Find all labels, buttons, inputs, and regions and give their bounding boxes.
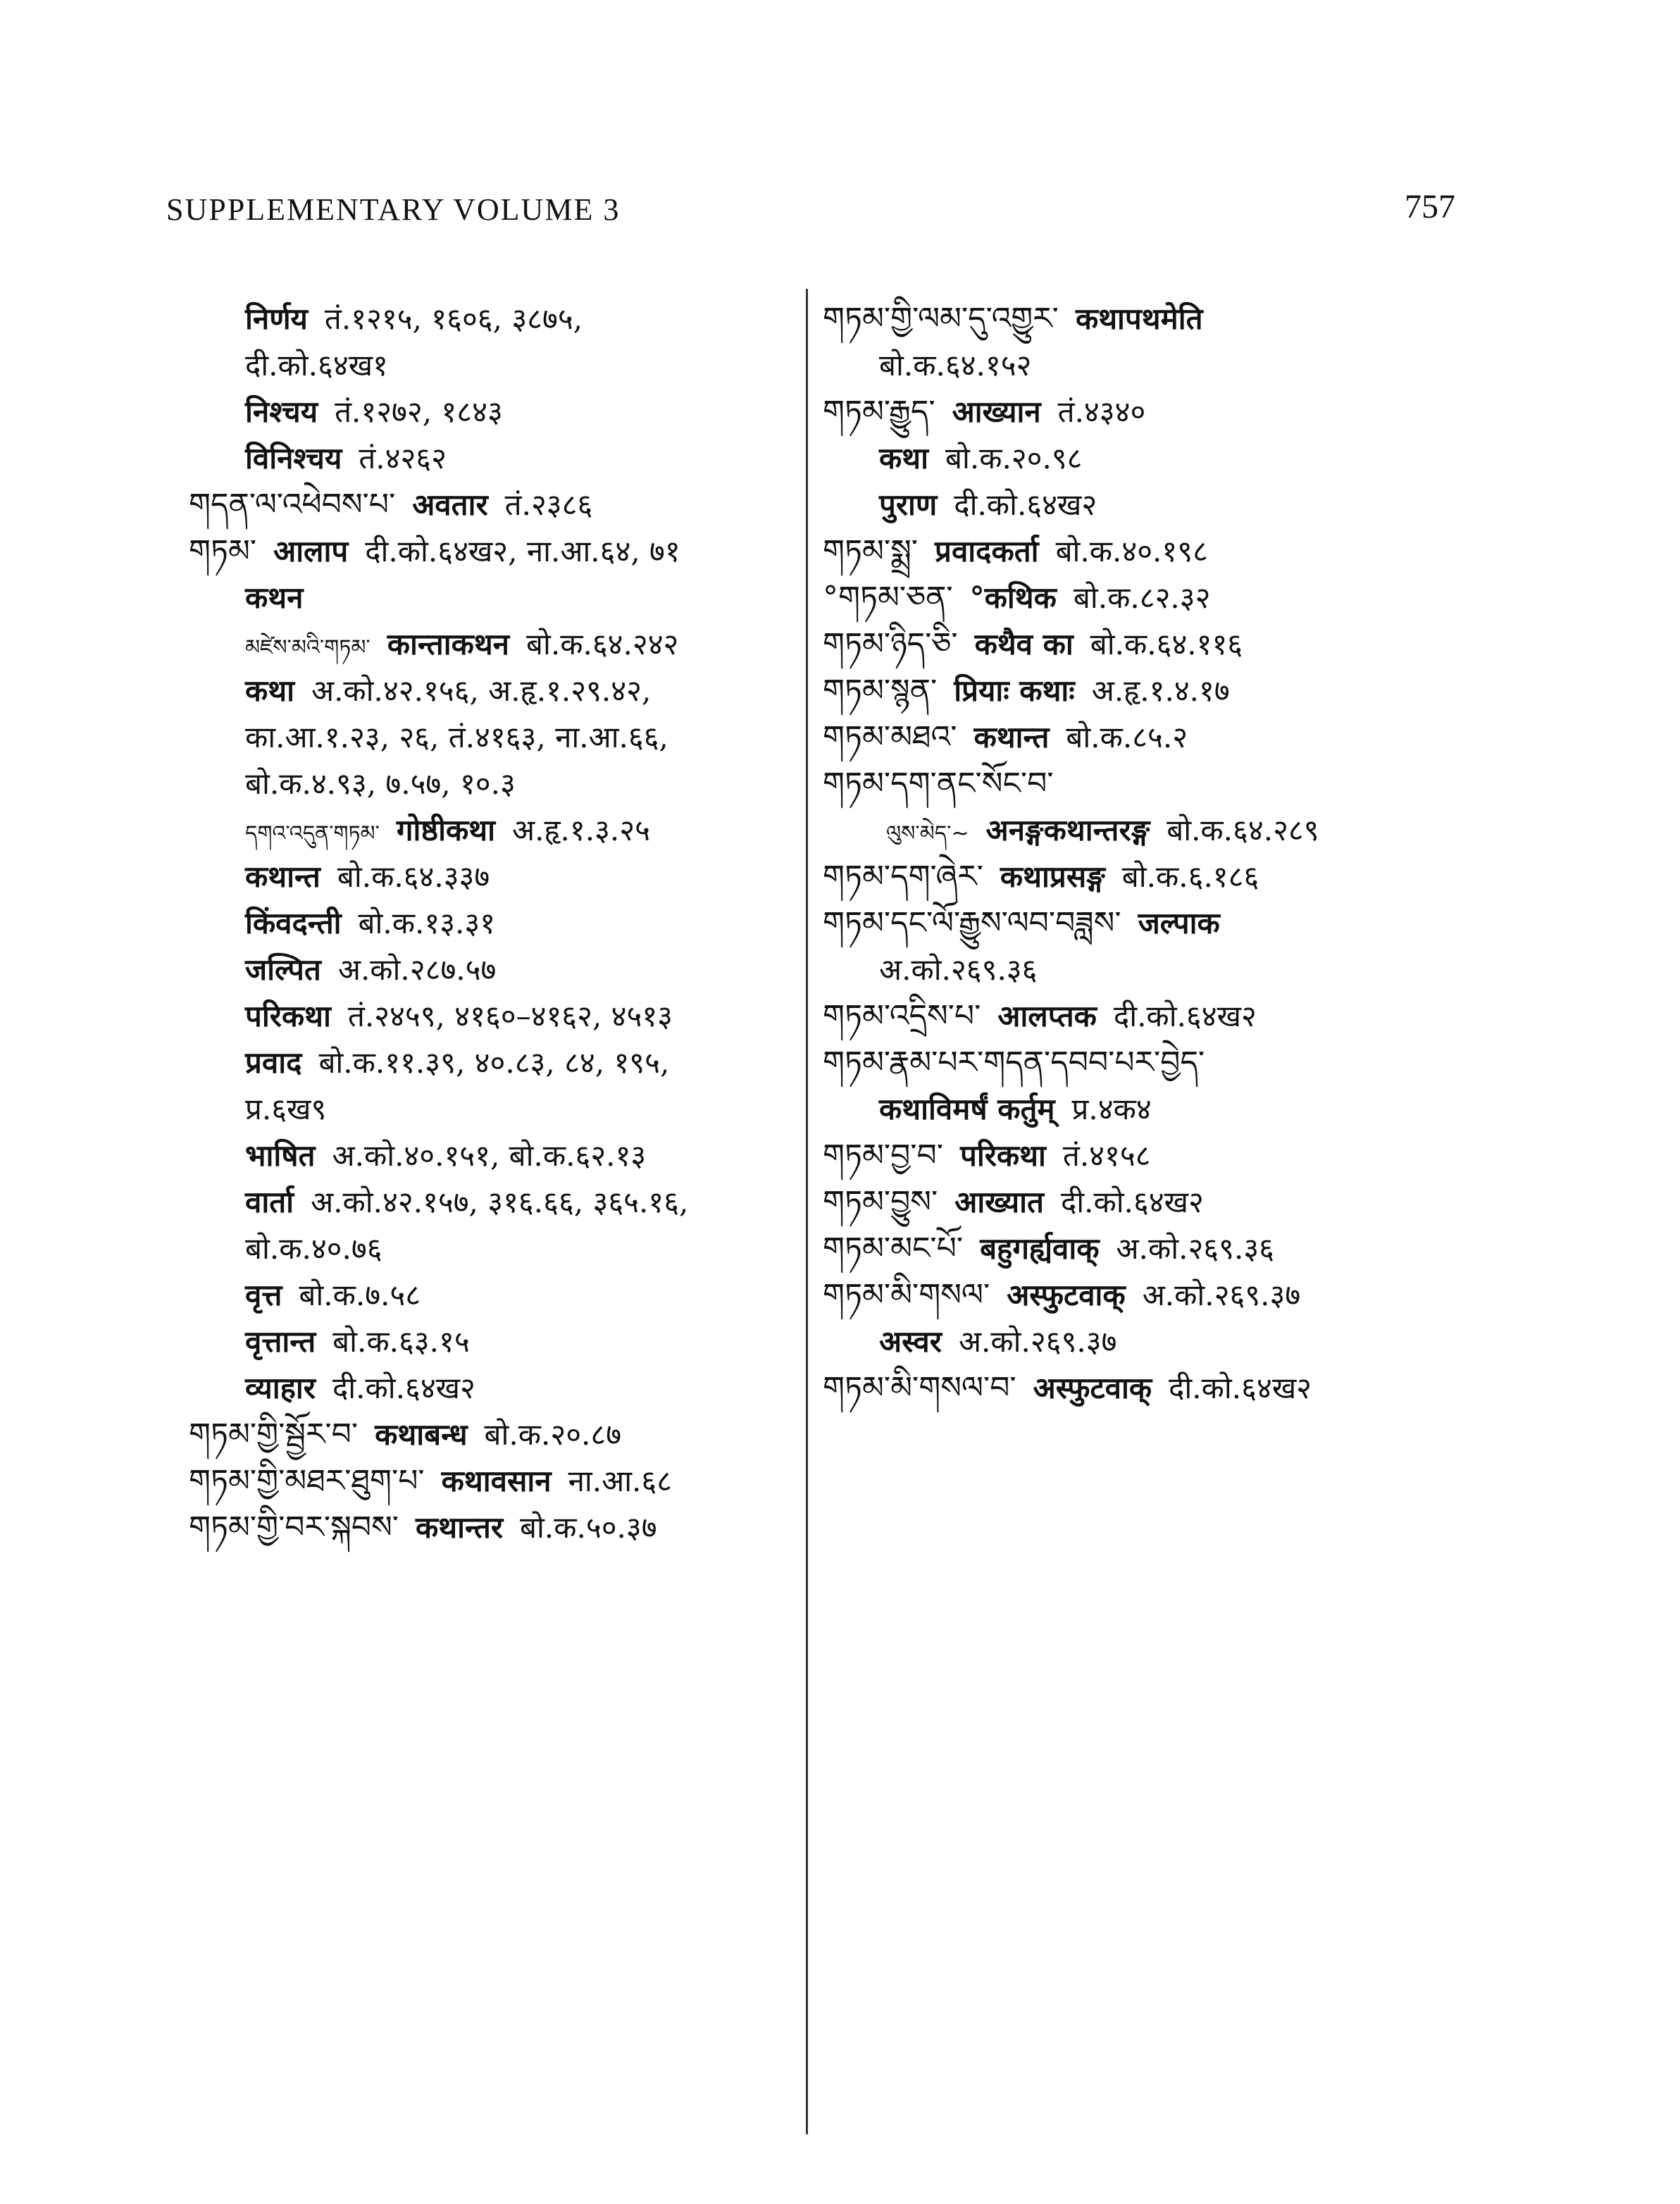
- dictionary-entry: [823, 575, 1443, 621]
- source-reference: दी.को.६४ख१: [245, 348, 388, 382]
- source-reference: तं.२३८६: [504, 487, 593, 522]
- sanskrit-equivalent: प्रवादकर्ता: [935, 534, 1039, 568]
- source-reference: बो.क.६४.११६: [1090, 627, 1243, 661]
- source-reference: बो.क.४.९३, ७.५७, १०.३: [245, 766, 516, 801]
- source-reference: बो.क.४०.१९८: [1055, 534, 1208, 568]
- left-column: [189, 296, 795, 1551]
- tibetan-headword: གཏམ་བྱུས་: [823, 1184, 938, 1220]
- dictionary-entry: [823, 296, 1443, 342]
- sanskrit-equivalent: कथाप्रसङ्ग: [1000, 859, 1105, 894]
- sanskrit-equivalent: °कथिक: [969, 580, 1057, 615]
- sanskrit-equivalent: कथा: [245, 673, 294, 708]
- sanskrit-equivalent: अवतार: [412, 487, 488, 522]
- source-reference: बो.क.२०.९८: [945, 441, 1083, 475]
- page-header: [166, 188, 1455, 248]
- dictionary-entry: [245, 714, 795, 761]
- source-reference: प्र.६ख९: [245, 1092, 327, 1126]
- source-reference: अ.को.२६९.३७: [958, 1324, 1117, 1359]
- dictionary-entry: [189, 528, 795, 575]
- sanskrit-equivalent: अस्वर: [879, 1324, 942, 1359]
- sanskrit-equivalent: अनङ्गकथान्तरङ्ग: [985, 813, 1150, 847]
- tibetan-headword: མཛེས་མའི་གཏམ་: [245, 635, 371, 660]
- source-reference: तं.४२६२: [359, 441, 447, 475]
- dictionary-entry: [823, 1226, 1443, 1272]
- dictionary-entry: [245, 1040, 795, 1086]
- tibetan-headword: གཏམ་གྱི་སྦྱོར་བ་: [189, 1417, 359, 1452]
- tibetan-headword: གཏམ་བྱ་བ་: [823, 1138, 943, 1173]
- tibetan-headword: གཏམ་རྒྱུད་: [823, 394, 935, 430]
- dictionary-entry: [245, 435, 795, 482]
- sanskrit-equivalent: वृत्तान्त: [245, 1324, 316, 1359]
- sanskrit-equivalent: प्रवाद: [245, 1045, 302, 1080]
- tibetan-headword: གཏམ་འདྲིས་པ་: [823, 998, 981, 1034]
- sanskrit-equivalent: कथापथमेति: [1075, 301, 1203, 336]
- dictionary-entry: [823, 900, 1443, 947]
- dictionary-entry: [189, 482, 795, 528]
- source-reference: बो.क.५०.३७: [520, 1510, 657, 1545]
- sanskrit-equivalent: कथाविमर्षं कर्तुम्: [879, 1092, 1055, 1126]
- dictionary-entry: [245, 993, 795, 1040]
- dictionary-entry: [189, 1412, 795, 1458]
- dictionary-entry: [245, 900, 795, 947]
- source-reference: अ.हृ.१.४.१७: [1091, 673, 1230, 708]
- dictionary-entry: [245, 575, 795, 621]
- dictionary-entry: [245, 1319, 795, 1365]
- dictionary-entry: [245, 296, 795, 342]
- dictionary-entry: [823, 1133, 1443, 1179]
- dictionary-entry: [189, 1458, 795, 1505]
- tibetan-headword: °གཏམ་ཅན་: [823, 580, 953, 616]
- source-reference: दी.को.६४ख२: [332, 1371, 475, 1405]
- source-reference: दी.को.६४ख२: [1169, 1371, 1312, 1405]
- source-reference: बो.क.४०.७६: [245, 1231, 382, 1266]
- column-divider: [806, 289, 808, 2134]
- tibetan-headword: གཏམ་མང་པོ་: [823, 1231, 964, 1266]
- sanskrit-equivalent: वृत्त: [245, 1278, 282, 1312]
- sanskrit-equivalent: निश्चय: [245, 394, 318, 429]
- sanskrit-equivalent: वार्ता: [245, 1185, 294, 1219]
- dictionary-entry: [245, 342, 795, 389]
- source-reference: अ.को.२६९.३६: [1116, 1231, 1275, 1266]
- tibetan-headword: གཏམ་རྣམ་པར་གདན་དབབ་པར་བྱེད་: [823, 1045, 1205, 1081]
- dictionary-entry: [245, 1365, 795, 1412]
- tibetan-headword: གདན་ལ་འཕེབས་པ་: [189, 487, 396, 523]
- dictionary-entry: [879, 1086, 1443, 1133]
- source-reference: दी.को.६४ख२: [1113, 999, 1257, 1033]
- sanskrit-equivalent: आख्यान: [952, 394, 1041, 429]
- sanskrit-equivalent: आख्यात: [954, 1185, 1044, 1219]
- dictionary-entry: [879, 1319, 1443, 1365]
- dictionary-entry: [245, 947, 795, 993]
- dictionary-entry: [879, 482, 1443, 528]
- dictionary-entry: [823, 621, 1443, 668]
- sanskrit-equivalent: कथैव का: [974, 627, 1074, 661]
- sanskrit-equivalent: किंवदन्ती: [245, 906, 342, 940]
- tibetan-headword: གཏམ་གྱི་བར་སྐབས་: [189, 1509, 399, 1545]
- source-reference: बो.क.६४.३३७: [337, 859, 490, 894]
- sanskrit-equivalent: पुराण: [879, 487, 938, 522]
- source-reference: का.आ.१.२३, २६, तं.४१६३, ना.आ.६६,: [245, 720, 668, 754]
- dictionary-entry: [886, 807, 1443, 854]
- dictionary-entry: [245, 854, 795, 900]
- sanskrit-equivalent: गोष्ठीकथा: [396, 813, 496, 847]
- source-reference: प्र.४क४: [1071, 1092, 1152, 1126]
- source-reference: अ.को.२६९.३७: [1142, 1278, 1301, 1312]
- sanskrit-equivalent: परिकथा: [245, 999, 331, 1033]
- dictionary-entry: [245, 668, 795, 714]
- sanskrit-equivalent: अस्फुटवाक्: [1033, 1371, 1152, 1405]
- tibetan-headword: གཏམ་: [189, 533, 257, 569]
- dictionary-entry: [823, 854, 1443, 900]
- tibetan-headword: གཏམ་གྱི་ལམ་དུ་འགྱུར་: [823, 301, 1059, 337]
- tibetan-headword: གཏམ་སྙན་: [823, 673, 938, 709]
- sanskrit-equivalent: कान्ताकथन: [387, 627, 509, 661]
- sanskrit-equivalent: कथावसान: [441, 1464, 552, 1498]
- dictionary-entry: [823, 1365, 1443, 1412]
- tibetan-headword: གཏམ་གྱི་མཐར་ཐུག་པ་: [189, 1463, 425, 1499]
- source-reference: दी.को.६४ख२, ना.आ.६४, ७१: [365, 534, 680, 568]
- tibetan-headword: གཏམ་སྨྲ་: [823, 533, 919, 569]
- source-reference: बो.क.६.१८६: [1121, 859, 1259, 894]
- sanskrit-equivalent: कथाबन्ध: [375, 1417, 468, 1452]
- sanskrit-equivalent: व्याहार: [245, 1371, 316, 1405]
- dictionary-entry: [245, 1179, 795, 1226]
- source-reference: तं.१२७२, १८४३: [335, 394, 503, 429]
- tibetan-headword: གཏམ་ཉིད་ཅི་: [823, 626, 958, 662]
- sanskrit-equivalent: कथा: [879, 441, 928, 475]
- dictionary-entry: [823, 1179, 1443, 1226]
- sanskrit-equivalent: प्रियाः कथाः: [954, 673, 1075, 708]
- sanskrit-equivalent: निर्णय: [245, 301, 308, 336]
- dictionary-entry: [879, 947, 1443, 993]
- running-head: SUPPLEMENTARY VOLUME 3: [166, 192, 621, 227]
- source-reference: बो.क.१३.३१: [358, 906, 496, 940]
- dictionary-entry: [823, 668, 1443, 714]
- source-reference: अ.को.४०.१५१, बो.क.६२.१३: [332, 1138, 647, 1173]
- dictionary-entry: [823, 528, 1443, 575]
- source-reference: बो.क.८५.२: [1066, 720, 1188, 754]
- dictionary-entry: [245, 1086, 795, 1133]
- dictionary-entry: [823, 389, 1443, 435]
- sanskrit-equivalent: कथन: [245, 580, 304, 615]
- source-reference: बो.क.६४.२८९: [1166, 813, 1319, 847]
- dictionary-entry: [245, 1272, 795, 1319]
- sanskrit-equivalent: भाषित: [245, 1138, 316, 1173]
- page-number: 757: [1405, 188, 1455, 225]
- source-reference: बो.क.२०.८७: [484, 1417, 622, 1452]
- sanskrit-equivalent: परिकथा: [959, 1138, 1046, 1173]
- source-reference: तं.४३४०: [1057, 394, 1146, 429]
- sanskrit-equivalent: अस्फुटवाक्: [1007, 1278, 1126, 1312]
- source-reference: बो.क.११.३९, ४०.८३, ८४, १९५,: [318, 1045, 670, 1080]
- source-reference: बो.क.६४.२४२: [526, 627, 679, 661]
- tibetan-headword: གཏམ་མི་གསལ་བ་: [823, 1370, 1016, 1406]
- source-reference: अ.हृ.१.३.२५: [512, 813, 650, 847]
- dictionary-entry: [189, 1505, 795, 1551]
- sanskrit-equivalent: कथान्त: [245, 859, 321, 894]
- dictionary-entry: [823, 714, 1443, 761]
- source-reference: दी.को.६४ख२: [954, 487, 1097, 522]
- source-reference: तं.१२१५, १६०६, ३८७५,: [324, 301, 583, 336]
- source-reference: अ.को.२६९.३६: [879, 952, 1038, 987]
- source-reference: बो.क.६४.१५२: [879, 348, 1032, 382]
- source-reference: अ.को.४२.१५६, अ.हृ.१.२९.४२,: [311, 673, 652, 708]
- dictionary-entry: [245, 761, 795, 807]
- tibetan-headword: དགའ་འདུན་གཏམ་: [245, 821, 380, 846]
- dictionary-entry: [245, 389, 795, 435]
- sanskrit-equivalent: कथान्तर: [416, 1510, 504, 1545]
- dictionary-entry: [245, 1226, 795, 1272]
- dictionary-entry: [879, 435, 1443, 482]
- sanskrit-equivalent: बहुगर्ह्यवाक्: [980, 1231, 1100, 1266]
- sanskrit-equivalent: विनिश्चय: [245, 441, 342, 475]
- tibetan-headword: གཏམ་དག་ནང་སོང་བ་: [823, 766, 1054, 802]
- right-column: [823, 296, 1443, 1412]
- dictionary-entry: [823, 1272, 1443, 1319]
- tibetan-headword: གཏམ་མི་གསལ་: [823, 1277, 990, 1313]
- source-reference: अ.को.४२.१५७, ३१६.६६, ३६५.१६,: [311, 1185, 689, 1219]
- dictionary-entry: [823, 1040, 1443, 1086]
- dictionary-entry: [879, 342, 1443, 389]
- source-reference: बो.क.७.५८: [299, 1278, 421, 1312]
- source-reference: तं.४१५८: [1062, 1138, 1151, 1173]
- tibetan-headword: གཏམ་དག་ཞེར་: [823, 859, 983, 895]
- dictionary-entry: [823, 761, 1443, 807]
- dictionary-entry: [245, 1133, 795, 1179]
- source-reference: ना.आ.६८: [568, 1464, 673, 1498]
- sanskrit-equivalent: जल्पाक: [1138, 906, 1220, 940]
- source-reference: बो.क.८२.३२: [1073, 580, 1211, 615]
- dictionary-entry: [245, 621, 795, 668]
- tibetan-headword: གཏམ་མཐའ་: [823, 719, 957, 755]
- source-reference: तं.२४५९, ४१६०–४१६२, ४५१३: [347, 999, 673, 1033]
- sanskrit-equivalent: आलाप: [273, 534, 349, 568]
- sanskrit-equivalent: आलप्तक: [997, 999, 1097, 1033]
- source-reference: अ.को.२८७.५७: [337, 952, 497, 987]
- tibetan-headword: གཏམ་དང་ལོ་རྒྱུས་ལབ་བཟླས་: [823, 905, 1121, 941]
- dictionary-entry: [823, 993, 1443, 1040]
- dictionary-entry: [245, 807, 795, 854]
- sanskrit-equivalent: जल्पित: [245, 952, 321, 987]
- tibetan-headword: ལུས་མེད་~: [886, 821, 969, 846]
- source-reference: बो.क.६३.१५: [332, 1324, 470, 1359]
- source-reference: दी.को.६४ख२: [1060, 1185, 1204, 1219]
- sanskrit-equivalent: कथान्त: [973, 720, 1050, 754]
